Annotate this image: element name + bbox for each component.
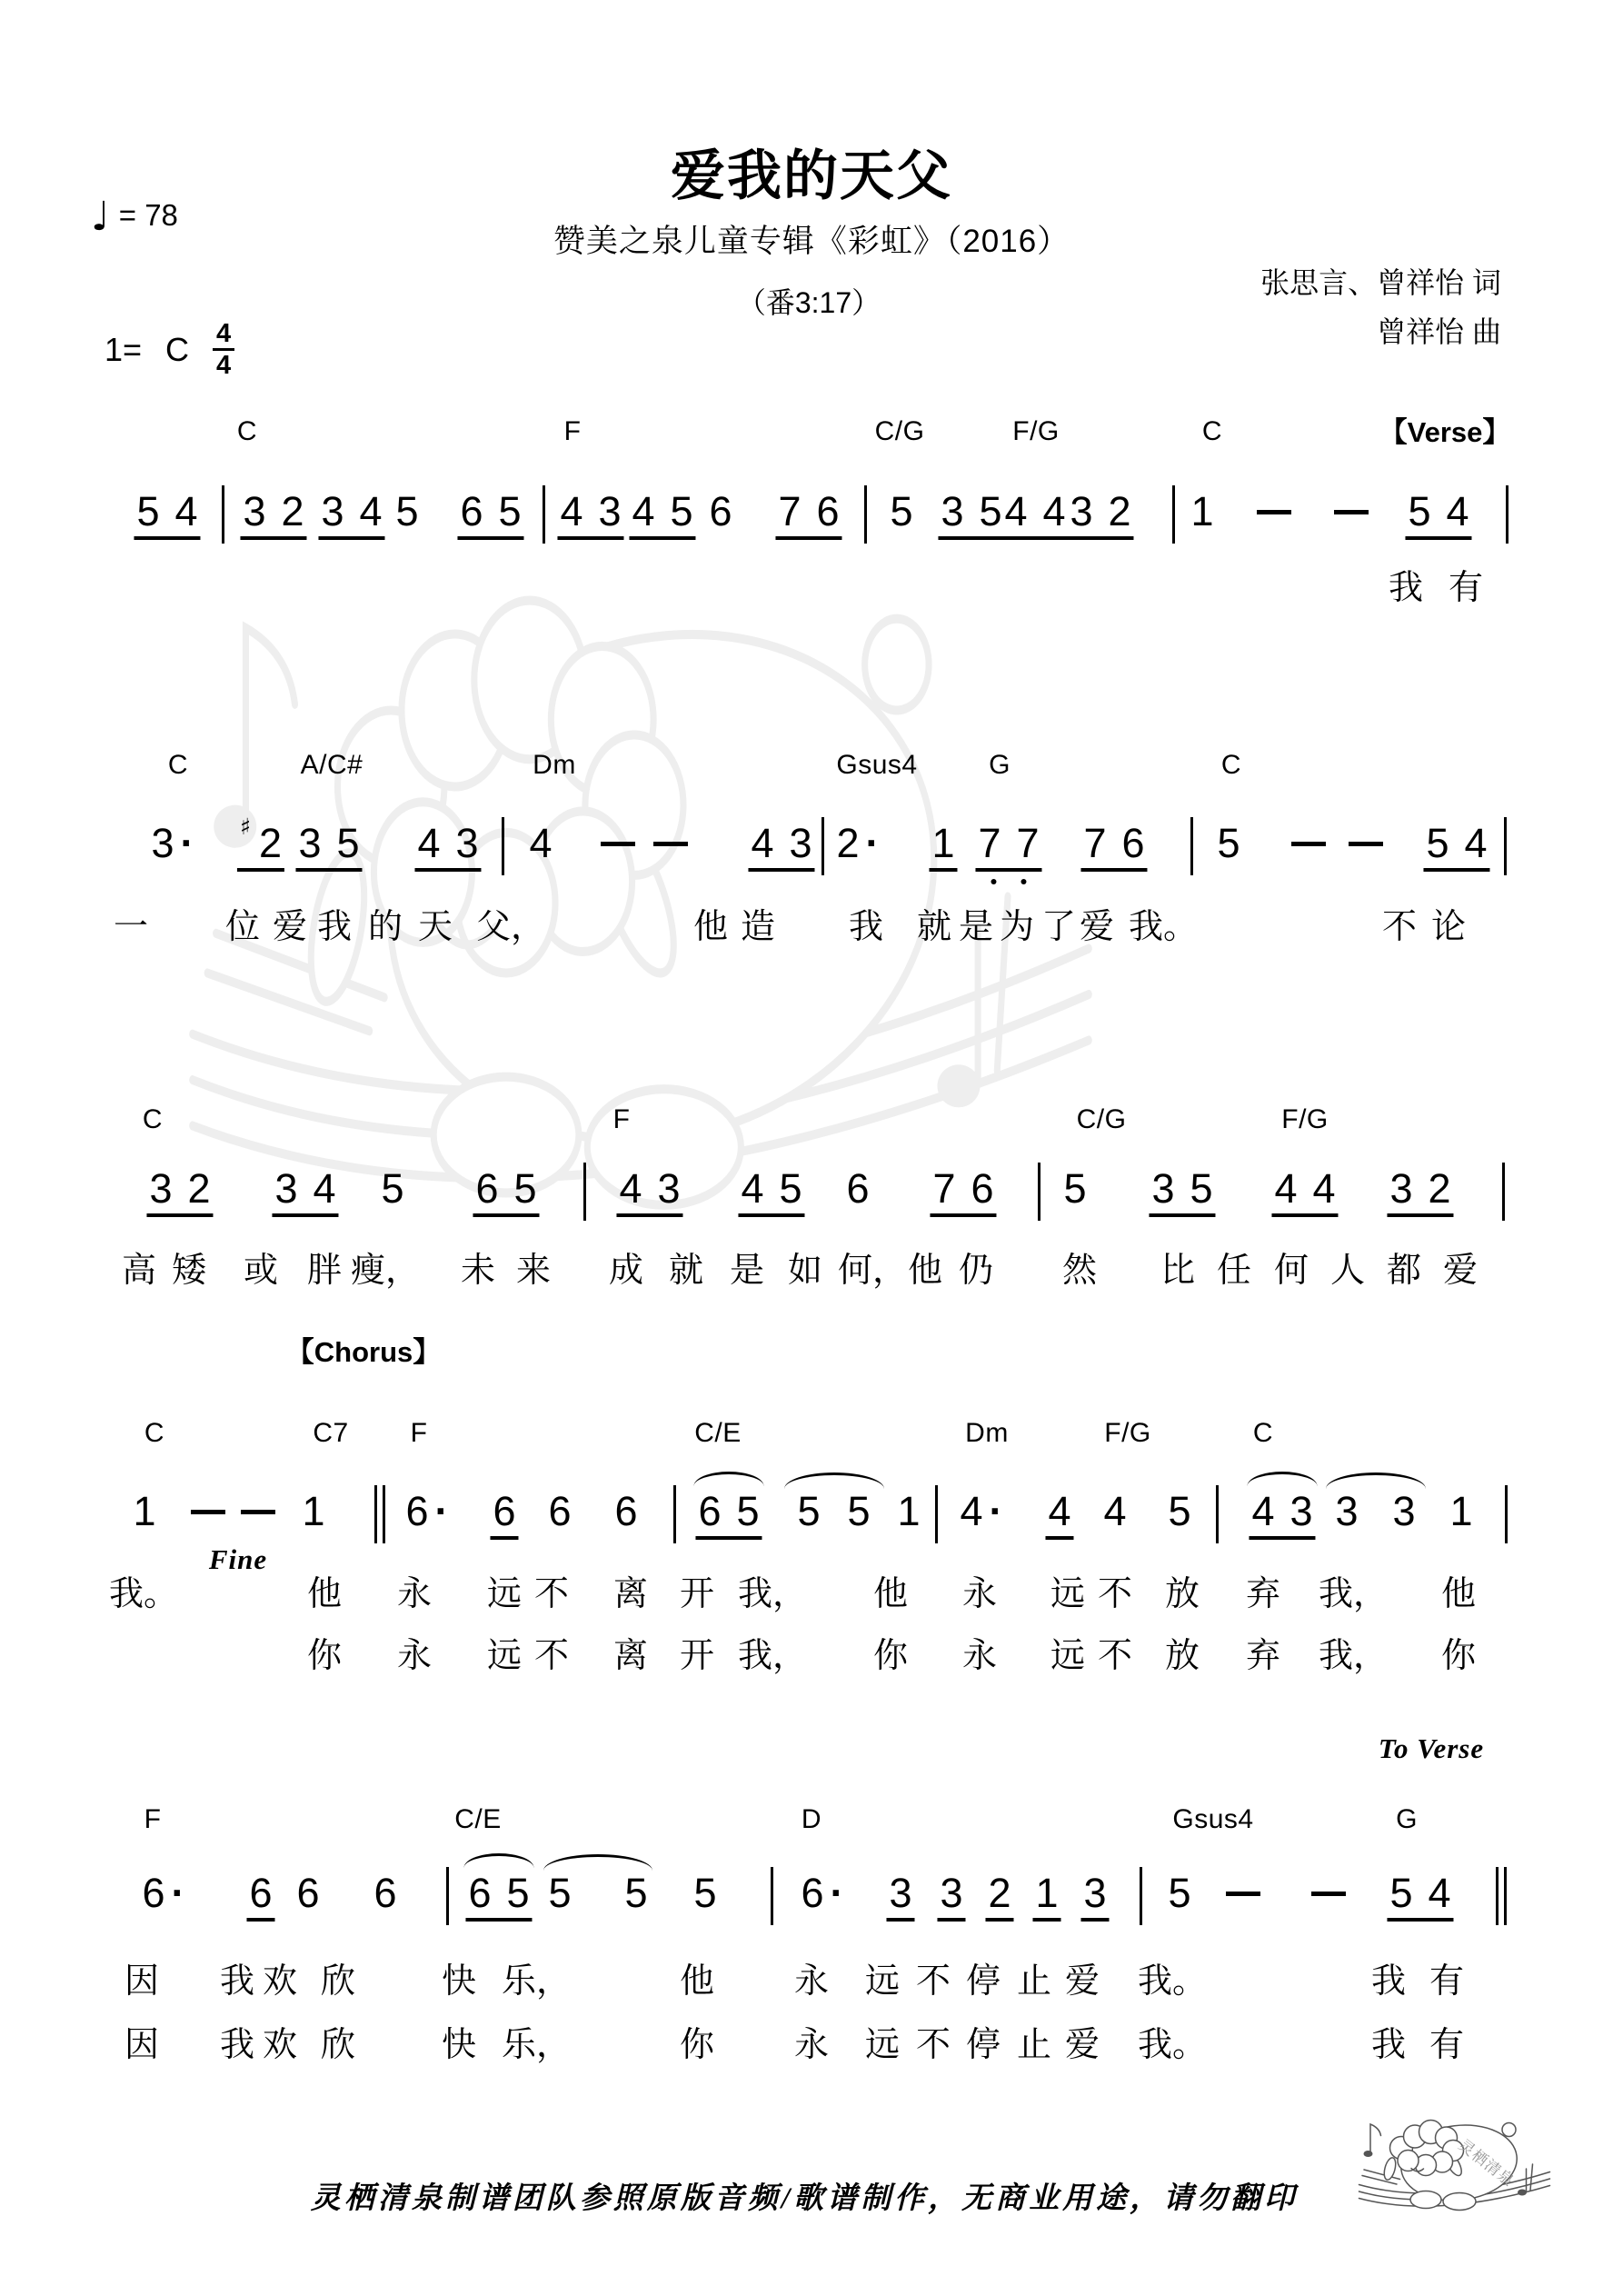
- note-group: 3 2: [240, 491, 306, 540]
- lyric-syllable: 为: [999, 908, 1035, 946]
- lyric-syllable: 永: [961, 1637, 998, 1675]
- note-group: 1: [897, 1488, 921, 1534]
- lyric-syllable: 仍: [958, 1252, 994, 1290]
- lyric-syllable: 是: [729, 1252, 765, 1290]
- note-group: 3 2: [1067, 491, 1133, 540]
- barline: [583, 1163, 586, 1221]
- lyric-syllable: 他: [872, 1575, 909, 1613]
- lyric-syllable: 一: [113, 908, 149, 946]
- note-group: 3 4: [318, 491, 384, 540]
- note-group: 4 ·: [960, 1488, 1003, 1534]
- note-group: 4 3: [557, 491, 623, 540]
- lyric-syllable: 远: [1050, 1637, 1086, 1675]
- chord-label: C: [236, 416, 258, 446]
- lyric-syllable: 永: [396, 1575, 433, 1613]
- note-group: [598, 823, 638, 851]
- barline: [383, 1485, 385, 1543]
- note-group: 6: [709, 488, 732, 534]
- lyric-syllable: 你: [1440, 1637, 1477, 1675]
- lyric-syllable: 我，: [1318, 1575, 1389, 1613]
- section-label: 【Chorus】: [285, 1336, 442, 1368]
- chord-label: A/C#: [300, 750, 363, 780]
- lyric-syllable: 欢: [262, 2026, 298, 2064]
- barline: [446, 1867, 449, 1925]
- section-label: Fine: [208, 1543, 268, 1575]
- note-group: 5: [847, 1488, 871, 1534]
- note-group: 7 6: [930, 1168, 996, 1217]
- album-subtitle: 赞美之泉儿童专辑《彩虹》（2016）: [553, 224, 1070, 259]
- lyric-syllable: 远: [1050, 1575, 1086, 1613]
- lyric-syllable: 不: [915, 2026, 951, 2064]
- note-group: 6 5: [457, 491, 523, 540]
- note-group: [1309, 1872, 1349, 1901]
- note-group: 7 7: [975, 823, 1041, 872]
- note-group: 3 2: [146, 1168, 213, 1217]
- lyric-syllable: 不: [1097, 1637, 1133, 1675]
- note-group: 6: [246, 1872, 274, 1922]
- note-group: 4 3: [414, 823, 481, 872]
- lyric-syllable: 我: [219, 1962, 255, 2001]
- lyric-syllable: 的: [367, 908, 403, 946]
- lyric-syllable: 停: [965, 2026, 1001, 2064]
- slur: [1247, 1472, 1317, 1486]
- note-group: 6 5: [465, 1872, 532, 1922]
- note-group: 5: [797, 1488, 821, 1534]
- note-group: [1331, 491, 1371, 519]
- note-group: 3 ·: [151, 820, 194, 866]
- lyric-syllable: 比: [1160, 1252, 1196, 1290]
- note-group: 6: [548, 1488, 572, 1534]
- chord-label: C7: [313, 1418, 349, 1448]
- composer-credit: 曾祥怡 曲: [1377, 315, 1501, 348]
- lyric-syllable: 止: [1016, 2026, 1052, 2064]
- lyric-syllable: 永: [961, 1575, 998, 1613]
- lyric-syllable: 快: [441, 1962, 477, 2001]
- scripture-reference: （番3:17）: [736, 286, 881, 319]
- lyric-syllable: 永: [793, 1962, 830, 2001]
- chord-label: C/E: [454, 1804, 502, 1834]
- lyric-syllable: 你: [306, 1637, 343, 1675]
- lyric-syllable: 我: [848, 908, 884, 946]
- quarter-note-icon: ♩: [91, 193, 110, 240]
- lyric-syllable: 就: [668, 1252, 704, 1290]
- barline: [1496, 1867, 1499, 1925]
- chord-label: Gsus4: [836, 750, 918, 780]
- chord-label: C/E: [694, 1418, 742, 1448]
- note-group: 6: [614, 1488, 638, 1534]
- lyric-syllable: 他: [907, 1252, 943, 1290]
- note-group: 5: [624, 1870, 648, 1916]
- note-group: [188, 1491, 228, 1519]
- chord-label: C: [1201, 416, 1223, 446]
- lyric-syllable: 远: [864, 1962, 901, 2001]
- note-group: 6: [846, 1165, 870, 1212]
- note-group: 5: [1168, 1870, 1191, 1916]
- note-group: 2: [985, 1872, 1013, 1922]
- barline: [771, 1867, 773, 1925]
- lyric-syllable: 放: [1164, 1575, 1200, 1613]
- chord-label: C: [142, 1104, 164, 1134]
- lyric-syllable: 人: [1329, 1252, 1366, 1290]
- chord-label: G: [1396, 1804, 1418, 1834]
- lyric-syllable: 因: [124, 2026, 160, 2064]
- lyric-syllable: 因: [124, 1962, 160, 2001]
- lyric-syllable: 瘦，: [350, 1252, 421, 1290]
- note-group: 6 ·: [142, 1870, 185, 1916]
- barline: [222, 485, 224, 544]
- note-group: 5 4: [1405, 491, 1471, 540]
- note-group: 6 5: [695, 1491, 762, 1540]
- lyric-syllable: 我: [1388, 569, 1424, 607]
- note-group: 4 3: [616, 1168, 682, 1217]
- chord-label: C/G: [874, 416, 925, 446]
- lyric-syllable: 不: [1381, 908, 1418, 946]
- lyric-syllable: 我: [316, 908, 353, 946]
- lyric-syllable: 我: [219, 2026, 255, 2064]
- lyric-syllable: 弃: [1245, 1575, 1281, 1613]
- chord-label: C: [144, 1418, 165, 1448]
- section-label: 【Verse】: [1379, 416, 1511, 448]
- lyric-syllable: 是: [958, 908, 994, 946]
- note-group: [1254, 491, 1294, 519]
- note-group: 7 6: [775, 491, 841, 540]
- note-group: 5: [548, 1870, 572, 1916]
- lyric-syllable: 放: [1164, 1637, 1200, 1675]
- note-group: 5 4: [134, 491, 200, 540]
- chord-label: F: [612, 1104, 631, 1134]
- barline: [673, 1485, 676, 1543]
- lyricist-credit: 张思言、曾祥怡 词: [1260, 266, 1501, 299]
- lyric-syllable: 弃: [1245, 1637, 1281, 1675]
- lyric-syllable: 任: [1216, 1252, 1252, 1290]
- lyric-syllable: 乐，: [501, 1962, 572, 2001]
- note-group: 3 5: [295, 823, 362, 872]
- note-group: [651, 823, 691, 851]
- note-group: 4 4: [1001, 491, 1068, 540]
- note-group: 4 3: [1249, 1491, 1315, 1540]
- note-group: 1: [929, 823, 957, 872]
- barline: [1190, 817, 1193, 875]
- note-group: 3 2: [1387, 1168, 1453, 1217]
- lyric-syllable: 他: [679, 1962, 715, 2001]
- footer-copyright: 灵栖清泉制谱团队参照原版音频/歌谱制作，无商业用途，请勿翻印: [310, 2182, 1299, 2215]
- time-bottom: 4: [213, 348, 234, 379]
- lyric-syllable: 我，: [737, 1575, 808, 1613]
- lyric-syllable: 欣: [320, 2026, 356, 2064]
- lyric-syllable: 欣: [320, 1962, 356, 2001]
- barline: [1504, 817, 1507, 875]
- note-group: 1: [302, 1488, 325, 1534]
- lyric-syllable: 离: [612, 1637, 649, 1675]
- time-top: 4: [216, 319, 232, 348]
- note-group: 4 5: [629, 491, 695, 540]
- slur: [693, 1472, 763, 1486]
- section-label: To Verse: [1378, 1732, 1485, 1764]
- lyric-syllable: 天: [417, 908, 453, 946]
- chord-label: C: [1220, 750, 1242, 780]
- lyric-syllable: 我: [1370, 2026, 1407, 2064]
- chord-label: C: [167, 750, 189, 780]
- studio-logo-text: 灵栖清泉: [1455, 2136, 1518, 2191]
- barline: [543, 485, 545, 544]
- lyric-syllable: 我。: [1137, 2026, 1208, 2064]
- note-group: 6 5: [473, 1168, 539, 1217]
- note-group: 6 ·: [405, 1488, 449, 1534]
- note-group: 5: [890, 488, 913, 534]
- key-prefix: 1=: [105, 330, 143, 368]
- lyric-syllable: 我。: [1137, 1962, 1208, 2001]
- lyric-syllable: 爱: [1064, 1962, 1100, 2001]
- lyric-syllable: 都: [1386, 1252, 1422, 1290]
- note-group: 5: [1063, 1165, 1087, 1212]
- note-group: 4: [529, 820, 553, 866]
- lyric-syllable: 然: [1061, 1252, 1098, 1290]
- lyric-syllable: 快: [441, 2026, 477, 2064]
- tempo-marking: [91, 193, 178, 240]
- barline: [1172, 485, 1175, 544]
- note-group: 4: [1045, 1491, 1073, 1540]
- chord-label: Dm: [533, 750, 576, 780]
- lyric-syllable: 不: [915, 1962, 951, 2001]
- lyric-syllable: 何，: [837, 1252, 908, 1290]
- slur: [1326, 1472, 1426, 1489]
- note-group: 5: [1217, 820, 1240, 866]
- note-group: 3: [1392, 1488, 1416, 1534]
- lyric-syllable: 我: [1370, 1962, 1407, 2001]
- note-group: 4 4: [1271, 1168, 1338, 1217]
- chord-label: F: [563, 416, 582, 446]
- key-letter: C: [165, 330, 190, 368]
- barline: [935, 1485, 938, 1543]
- chord-label: F: [144, 1804, 162, 1834]
- chord-label: Gsus4: [1172, 1804, 1254, 1834]
- lyric-syllable: 他: [1440, 1575, 1477, 1613]
- lyric-syllable: 他: [692, 908, 729, 946]
- lyric-syllable: 位: [224, 908, 261, 946]
- lyric-syllable: 胖: [306, 1252, 343, 1290]
- chord-label: C: [1252, 1418, 1274, 1448]
- note-group: 3 5: [1149, 1168, 1215, 1217]
- chord-label: F/G: [1281, 1104, 1329, 1134]
- lyric-syllable: 你: [679, 2026, 715, 2064]
- lyric-syllable: 成: [608, 1252, 644, 1290]
- note-group: [1289, 823, 1329, 851]
- barline: [1504, 1867, 1507, 1925]
- lyric-syllable: 不: [533, 1575, 570, 1613]
- note-group: 3: [1335, 1488, 1359, 1534]
- chord-label: F/G: [1012, 416, 1060, 446]
- barline: [864, 485, 867, 544]
- note-group: [1346, 823, 1386, 851]
- barline: [1216, 1485, 1219, 1543]
- lyric-syllable: 欢: [262, 1962, 298, 2001]
- note-group: 4 5: [738, 1168, 804, 1217]
- note-group: 6: [373, 1870, 397, 1916]
- lyric-syllable: 不: [1097, 1575, 1133, 1613]
- barline: [821, 817, 824, 875]
- lyric-syllable: 离: [612, 1575, 649, 1613]
- note-group: 5: [395, 488, 419, 534]
- note-group: 1: [1032, 1872, 1060, 1922]
- barline: [1506, 485, 1508, 544]
- note-group: 5: [1168, 1488, 1191, 1534]
- note-group: 6: [490, 1491, 518, 1540]
- lyric-syllable: 何: [1273, 1252, 1309, 1290]
- tempo-value: = 78: [118, 198, 178, 232]
- note-group: 4: [1103, 1488, 1127, 1534]
- lyric-syllable: 就: [916, 908, 952, 946]
- lyric-syllable: 父，: [475, 908, 546, 946]
- lyric-syllable: 矮: [171, 1252, 207, 1290]
- note-group: 5 4: [1423, 823, 1489, 872]
- chord-label: Dm: [965, 1418, 1009, 1448]
- lyric-syllable: 爱: [1064, 2026, 1100, 2064]
- barline: [502, 817, 504, 875]
- low-octave-dots: [979, 879, 1038, 884]
- lyric-syllable: 有: [1429, 2026, 1465, 2064]
- note-group: 4 3: [748, 823, 814, 872]
- note-group: 6: [296, 1870, 320, 1916]
- note-group: 3: [1080, 1872, 1109, 1922]
- note-group: 5 4: [1387, 1872, 1453, 1922]
- lyric-syllable: 论: [1430, 908, 1467, 946]
- note-group: 1: [1190, 488, 1214, 534]
- lyric-syllable: 如: [787, 1252, 823, 1290]
- slur: [784, 1472, 884, 1489]
- lyric-syllable: 或: [243, 1252, 279, 1290]
- song-title: 爱我的天父: [671, 145, 952, 206]
- note-group: 1: [1449, 1488, 1473, 1534]
- note-group: [238, 1491, 278, 1519]
- chord-label: C/G: [1076, 1104, 1127, 1134]
- note-group: 3: [937, 1872, 965, 1922]
- key-signature: [105, 320, 234, 380]
- note-group: ♯ 2: [237, 823, 284, 872]
- note-group: 1: [133, 1488, 156, 1534]
- time-signature: [213, 320, 234, 380]
- lyric-syllable: 未: [460, 1252, 496, 1290]
- barline: [374, 1485, 377, 1543]
- chord-label: F: [410, 1418, 428, 1448]
- lyric-syllable: 他: [306, 1575, 343, 1613]
- lyric-syllable: 有: [1429, 1962, 1465, 2001]
- lyric-syllable: 爱: [272, 908, 308, 946]
- slur: [463, 1853, 533, 1868]
- note-group: 5: [693, 1870, 717, 1916]
- note-group: 5: [381, 1165, 404, 1212]
- barline: [1038, 1163, 1041, 1221]
- slur: [543, 1854, 652, 1871]
- note-group: 3 5: [938, 491, 1004, 540]
- chord-label: D: [801, 1804, 822, 1834]
- lyric-syllable: 止: [1016, 1962, 1052, 2001]
- barline: [1140, 1867, 1142, 1925]
- note-group: 6 ·: [801, 1870, 844, 1916]
- lyric-syllable: 乐，: [501, 2026, 572, 2064]
- barline: [1505, 1485, 1508, 1543]
- lyric-syllable: 来: [515, 1252, 552, 1290]
- lyric-syllable: 我。: [1128, 908, 1199, 946]
- lyric-syllable: 我。: [108, 1575, 179, 1613]
- note-group: 2 ·: [836, 820, 880, 866]
- lyric-syllable: 我，: [737, 1637, 808, 1675]
- lyric-syllable: 永: [396, 1637, 433, 1675]
- lyric-syllable: 远: [486, 1637, 523, 1675]
- lyric-syllable: 开: [679, 1637, 715, 1675]
- lyric-syllable: 高: [121, 1252, 157, 1290]
- lyric-syllable: 你: [872, 1637, 909, 1675]
- chord-label: G: [989, 750, 1011, 780]
- lyric-syllable: 永: [793, 2026, 830, 2064]
- lyric-syllable: 不: [533, 1637, 570, 1675]
- lyric-syllable: 造: [740, 908, 776, 946]
- lyric-syllable: 停: [965, 1962, 1001, 2001]
- barline: [1502, 1163, 1505, 1221]
- lyric-syllable: 远: [486, 1575, 523, 1613]
- lyric-syllable: 爱: [1442, 1252, 1479, 1290]
- note-group: 3 4: [272, 1168, 338, 1217]
- studio-logo: [1357, 2111, 1552, 2224]
- lyric-syllable: 远: [864, 2026, 901, 2064]
- lyric-syllable: 爱: [1079, 908, 1115, 946]
- lyric-syllable: 开: [679, 1575, 715, 1613]
- lyric-syllable: 我，: [1318, 1637, 1389, 1675]
- lyric-syllable: 有: [1448, 569, 1484, 607]
- chord-label: F/G: [1104, 1418, 1151, 1448]
- note-group: 7 6: [1080, 823, 1147, 872]
- note-group: 3: [886, 1872, 914, 1922]
- lyric-syllable: 了: [1041, 908, 1077, 946]
- note-group: [1223, 1872, 1263, 1901]
